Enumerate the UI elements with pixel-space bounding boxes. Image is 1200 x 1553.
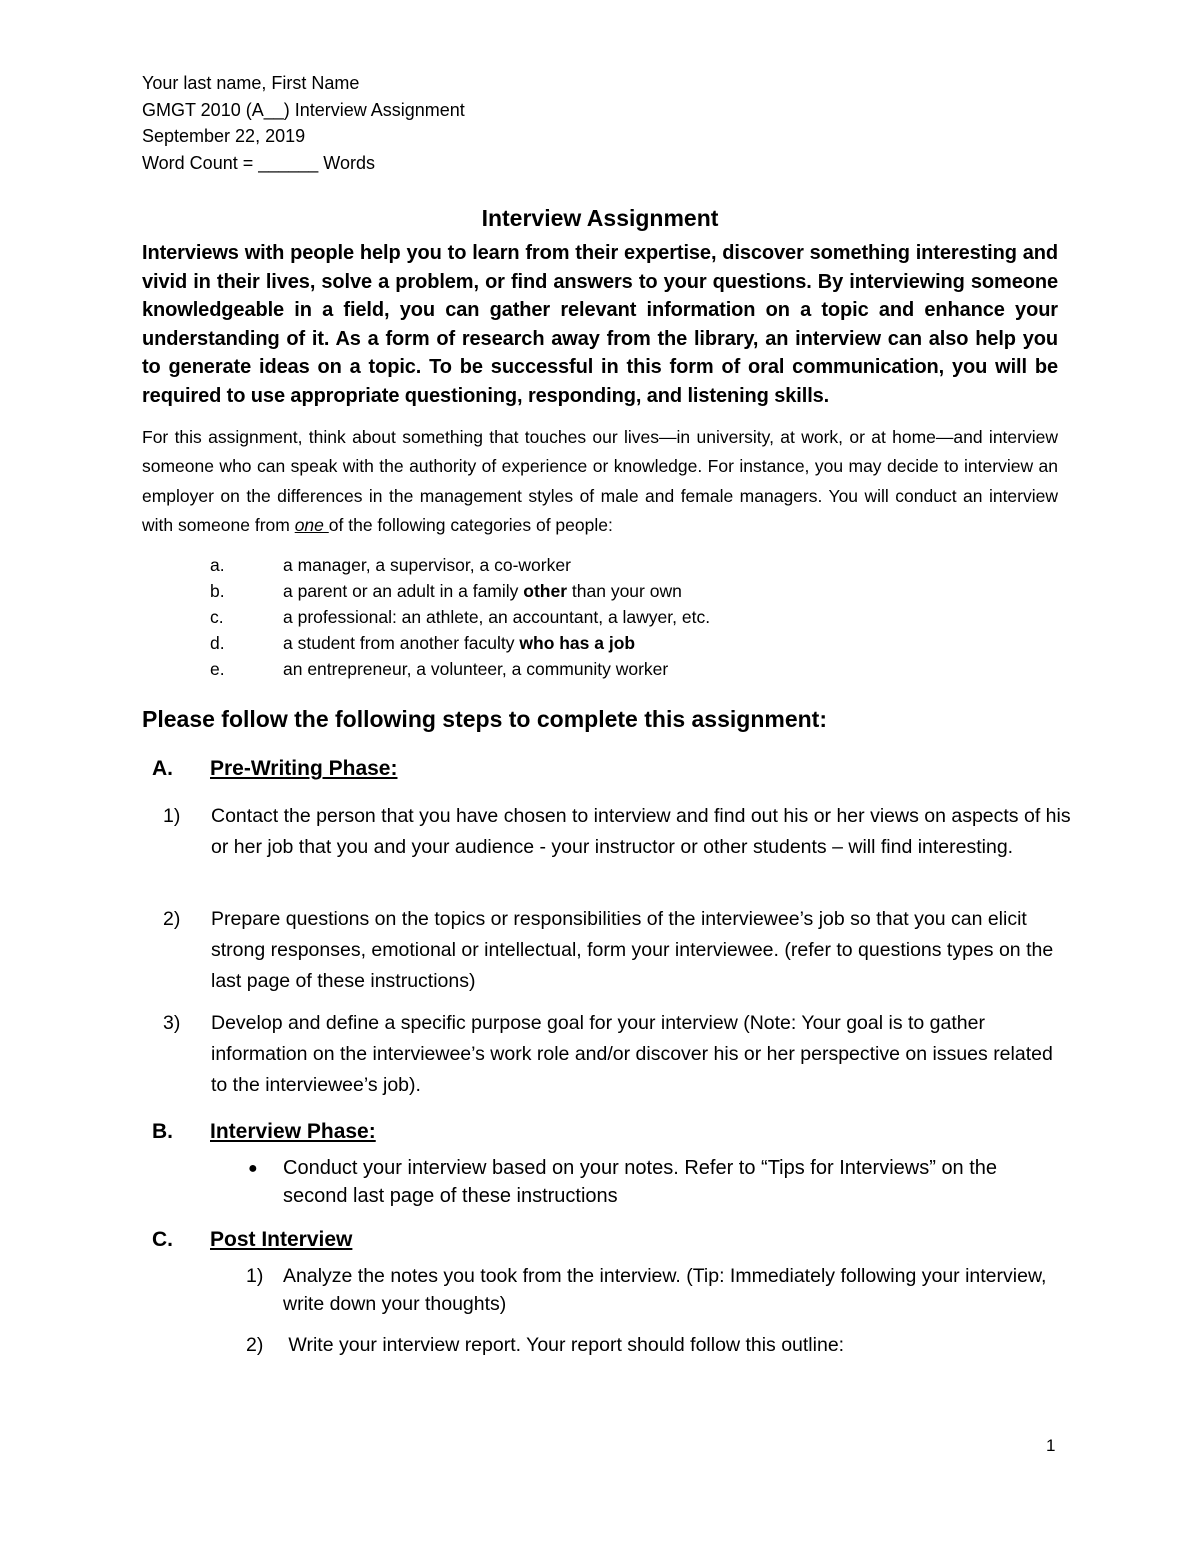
category-letter: a. (210, 555, 225, 575)
item-text: Write your interview report. Your report should follow this outline: (283, 1334, 845, 1356)
category-text: a student from another faculty who has a job (283, 633, 636, 653)
category-text: a parent or an adult in a family other than your own (283, 581, 682, 601)
item-number: 2) (246, 1334, 264, 1356)
section-letter: C. (152, 1228, 173, 1251)
category-text: a professional: an athlete, an accountant, a lawyer, etc. (283, 607, 711, 627)
section-title: Interview Phase: (210, 1120, 376, 1143)
item-text: Analyze the notes you took from the interview. (Tip: Immediately following your interview, write down your thoughts) (283, 1265, 1047, 1315)
section-title: Post Interview (210, 1228, 353, 1251)
word-count-line: Word Count = ______ Words (142, 152, 375, 173)
section-title: Pre-Writing Phase: (210, 757, 398, 780)
item-number: 1) (246, 1265, 264, 1287)
date-line: September 22, 2019 (142, 126, 306, 146)
page-number: 1 (1046, 1436, 1056, 1455)
section-letter: B. (152, 1120, 173, 1143)
course-line: GMGT 2010 (A__) Interview Assignment (142, 99, 465, 120)
header-block (142, 70, 465, 176)
bullet-text: Conduct your interview based on your notes. Refer to “Tips for Interviews” on the second last page of these instructions (283, 1157, 998, 1207)
section-letter: A. (152, 757, 173, 780)
item-text: Develop and define a specific purpose goal for your interview (Note: Your goal is to gather information on the interviewee’s work role and/or discover his or her perspective on issues related to the interviewee’s job). (211, 1012, 1053, 1096)
item-text: Prepare questions on the topics or responsibilities of the interviewee’s job so that you can elicit strong responses, emotional or intellectual, form your interviewee. (refer to questions types on the last page of these instructions) (211, 908, 1054, 992)
category-letter: b. (210, 581, 225, 601)
item-text: Contact the person that you have chosen to interview and find out his or her views on aspects of his or her job that you and your audience - your instructor or other students – will find interesting. (211, 805, 1071, 858)
document-title: Interview Assignment (481, 205, 719, 231)
item-number: 2) (163, 908, 181, 930)
bullet-icon: ● (248, 1160, 258, 1177)
category-letter: c. (210, 607, 224, 627)
category-letter: d. (210, 633, 225, 653)
item-number: 3) (163, 1012, 181, 1034)
item-number: 1) (163, 805, 181, 827)
assignment-emphasis: one (294, 514, 329, 535)
student-name-line: Your last name, First Name (142, 73, 360, 93)
assignment-text-after: of the following categories of people: (328, 514, 613, 535)
steps-heading: Please follow the following steps to complete this assignment: (142, 706, 827, 732)
category-letter: e. (210, 659, 225, 679)
assignment-paragraph (142, 423, 1058, 540)
intro-paragraph: Interviews with people help you to learn from their expertise, discover something interesting and vivid in their lives, solve a problem, or find answers to your questions. By interviewing someone knowledgeable in a field, you can gather relevant information on a topic and enhance your understanding of it. As a form of research away from the library, an interview can also help you to generate ideas on a topic. To be successful in this form of oral communication, you will be required to use appropriate questioning, responding, and listening skills. (142, 242, 1058, 407)
category-text: an entrepreneur, a volunteer, a community worker (283, 659, 669, 679)
category-text: a manager, a supervisor, a co-worker (283, 555, 571, 575)
assignment-text-before: For this assignment, think about something that touches our lives—in university, at work, or at home—and interview someone who can speak with the authority of experience or knowledge. For instance, you may decide to interview an employer on the differences in the management styles of male and female managers. You will conduct an interview with someone from (142, 427, 1058, 535)
